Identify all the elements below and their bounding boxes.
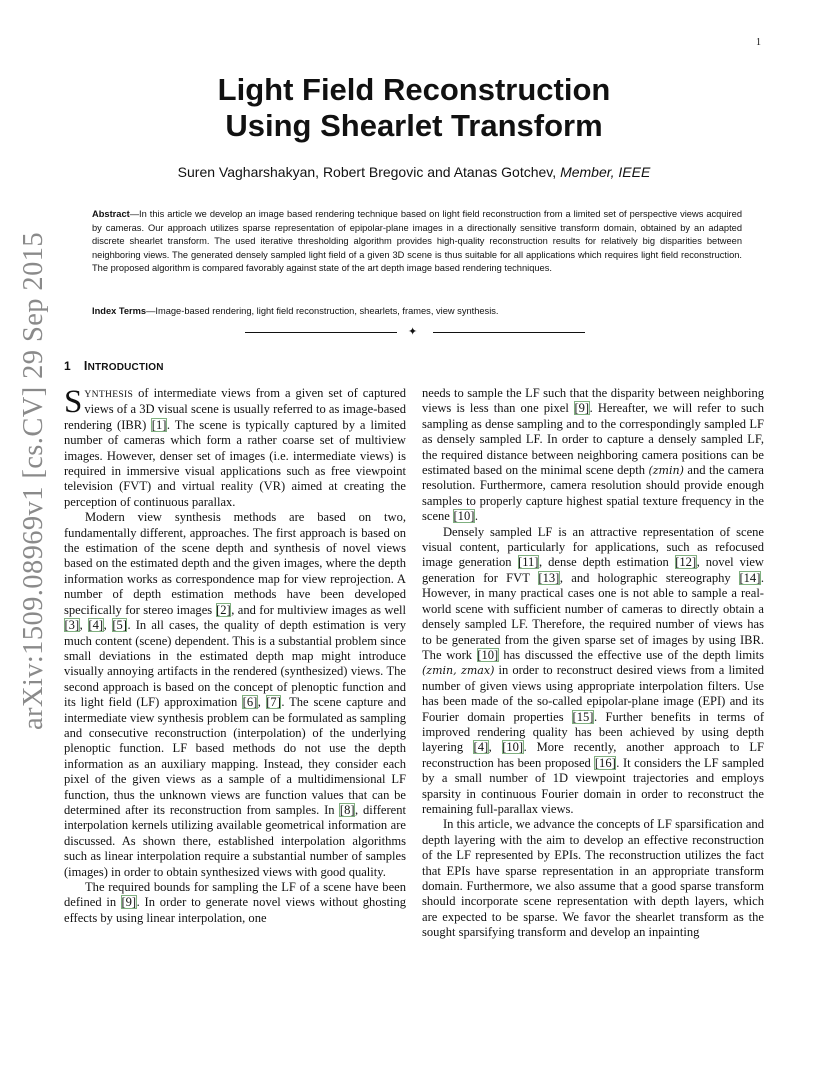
text-run: . The scene capture and intermediate view synthesis problem can be formulated as sampling and consecutive reconstruction (interpolation) of the underlying plenoptic function. LF based methods do not use the depth information as an auxiliary mapping. Instead, they consider each pixel of the given views as a sample of a multidimensional LF function, thus the unknown views are function values that can be determined after its reconstruction from samples. In bbox=[64, 695, 406, 817]
author-names: Suren Vagharshakyan, Robert Bregovic and Atanas Gotchev, bbox=[177, 164, 557, 180]
citation-link[interactable]: [9] bbox=[121, 895, 137, 910]
text-run: . Further benefits in terms of improved rendering quality has been achieved by using depth layering bbox=[422, 709, 764, 755]
lead-word: YNTHESIS bbox=[84, 389, 134, 400]
citation-link[interactable]: [2] bbox=[216, 602, 231, 617]
text-run: , bbox=[103, 618, 112, 633]
citation-link[interactable]: [13] bbox=[538, 570, 560, 585]
citation-link[interactable]: [14] bbox=[739, 570, 761, 585]
section-divider bbox=[245, 326, 585, 338]
title-line-1: Light Field Reconstruction bbox=[217, 72, 611, 107]
index-terms-text: —Image-based rendering, light field reconstruction, shearlets, frames, view synthesis. bbox=[146, 306, 499, 316]
text-run: , and for multiview images as well bbox=[231, 602, 406, 617]
paragraph bbox=[422, 386, 764, 525]
text-run: needs to sample the LF such that the disparity between neighboring views is less than one pixel bbox=[422, 386, 764, 416]
citation-link[interactable]: [10] bbox=[453, 509, 475, 524]
index-terms bbox=[92, 305, 742, 318]
citation-link[interactable]: [8] bbox=[339, 802, 355, 817]
text-run: . bbox=[474, 509, 479, 524]
citation-link[interactable]: [3] bbox=[64, 618, 80, 633]
citation-link[interactable]: [16] bbox=[594, 755, 616, 770]
text-run: , bbox=[488, 740, 502, 755]
text-run: in order to reconstruct desired views from a limited number of given views using appropriate interpolation filters. Use has been made of the so-called epipolar-plane image (EPI) and its Fourier domain properties bbox=[422, 663, 764, 724]
text-run: and the camera resolution. Furthermore, camera resolution should provide enough samples to properly capture highest spatial texture frequency in the scene bbox=[422, 463, 764, 524]
paragraph bbox=[422, 525, 764, 818]
section-title-rest: NTRODUCTION bbox=[87, 362, 164, 373]
left-column bbox=[64, 386, 406, 926]
text-run: of intermediate views from a given set of captured views of a 3D visual scene is usually referred to as image-based rendering (IBR) bbox=[64, 386, 406, 432]
section-title-initial: I bbox=[83, 359, 88, 373]
citation-link[interactable]: [15] bbox=[572, 709, 594, 724]
abstract bbox=[92, 208, 742, 276]
arxiv-stamp bbox=[4, 231, 64, 731]
abstract-label: Abstract bbox=[92, 209, 130, 219]
title-line-2: Using Shearlet Transform bbox=[225, 108, 603, 143]
citation-link[interactable]: [6] bbox=[242, 695, 258, 710]
paragraph bbox=[64, 510, 406, 880]
text-run: , and holographic stereography bbox=[559, 570, 739, 585]
text-run: . More recently, another approach to LF reconstruction has been proposed bbox=[422, 740, 764, 770]
citation-link[interactable]: [10] bbox=[502, 740, 524, 755]
text-run: . However, in many practical cases one is not able to sample a real-world scene with sufficient number of cameras to directly obtain a densely sampled LF. Therefore, the required number of views has to be generated from the given sparse set of images by using IBR. The work bbox=[422, 570, 765, 662]
text-run: , bbox=[257, 695, 266, 710]
paragraph bbox=[422, 817, 764, 940]
citation-link[interactable]: [12] bbox=[675, 555, 697, 570]
right-column bbox=[422, 386, 764, 941]
section-heading-introduction bbox=[64, 359, 164, 373]
paragraph bbox=[64, 880, 406, 926]
math-expression: (zmin, zmax) bbox=[422, 664, 495, 678]
text-run: The required bounds for sampling the LF of a scene have been defined in bbox=[64, 880, 406, 910]
text-run: Modern view synthesis methods are based on two, fundamentally different, approaches. The first approach is based on the estimation of the scene depth and synthesis of novel views based on the estimated depth and the given images, where the depth information works as correspondence map for view reprojection. A number of depth estimation methods have been developed specifically for stereo images bbox=[64, 510, 406, 617]
text-run: . In all cases, the quality of depth estimation is very much content (scene) dependent. This is a substantial problem since small deviations in the estimated depth map might introduce visually annoying artifacts in the rendered (synthesized) views. The second approach is based on the concept of plenoptic function and its light field (LF) approximation bbox=[64, 618, 406, 710]
citation-link[interactable]: [1] bbox=[151, 417, 167, 432]
author-list bbox=[0, 164, 828, 180]
text-run: . Hereafter, we will refer to such sampling as dense sampling and to the correspondingly sampled LF as densely sampled LF. In order to capture a densely sampled LF, the required distance between neighboring camera positions can be estimated based on the minimal scene depth bbox=[422, 401, 765, 478]
citation-link[interactable]: [4] bbox=[473, 740, 489, 755]
divider-line-left bbox=[245, 332, 397, 333]
citation-link[interactable]: [7] bbox=[266, 695, 281, 710]
arxiv-stamp-text: arXiv:1509.08969v1 [cs.CV] 29 Sep 2015 bbox=[18, 231, 50, 731]
text-run: has discussed the effective use of the depth limits bbox=[498, 647, 764, 662]
page-number: 1 bbox=[756, 37, 761, 48]
divider-diamond-icon: ✦ bbox=[408, 326, 418, 338]
divider-line-right bbox=[433, 332, 585, 333]
text-run: , dense depth estimation bbox=[539, 555, 675, 570]
text-run: . In order to generate novel views without ghosting effects by using linear interpolation, one bbox=[64, 895, 407, 925]
citation-link[interactable]: [5] bbox=[112, 618, 127, 633]
citation-link[interactable]: [4] bbox=[88, 618, 104, 633]
citation-link[interactable]: [11] bbox=[518, 555, 539, 570]
author-membership: Member, IEEE bbox=[560, 164, 651, 180]
text-run: , novel view generation for FVT bbox=[422, 555, 764, 585]
citation-link[interactable]: [10] bbox=[477, 647, 499, 662]
citation-link[interactable]: [9] bbox=[574, 401, 590, 416]
text-run: , different interpolation kernels utilizing available geometrical information are discussed. As shown there, established interpolation algorithms such as linear interpolation require a substantial number of samples (images) in order to obtain synthesized views with good quality. bbox=[64, 802, 406, 879]
abstract-text: —In this article we develop an image based rendering technique based on light field reconstruction from a limited set of perspective views acquired by cameras. Our approach utilizes sparse representation of epipolar-plane images in a directionally sensitive transform domain, obtained by an adapted discrete shearlet transform. The used iterative thresholding algorithm provides high-quality reconstruction results for relatively big disparities between neighboring views. The generated densely sampled light field of a given 3D scene is thus suitable for all applications which requires light field reconstruction. The proposed algorithm is compared favorably against state of the art depth image based rendering techniques. bbox=[92, 209, 742, 274]
paper-title bbox=[0, 72, 828, 144]
index-terms-label: Index Terms bbox=[92, 306, 147, 316]
math-expression: (zmin) bbox=[648, 464, 684, 478]
paragraph bbox=[64, 386, 406, 510]
text-run: . It considers the LF sampled by a small number of 1D viewpoint trajectories and employs sparsity in continuous Fourier domain in order to reconstruct the remaining full-parallax views. bbox=[422, 755, 764, 816]
section-number: 1 bbox=[64, 359, 71, 373]
text-run: . The scene is typically captured by a limited number of cameras which form a rather coarse set of multiview images. However, denser set of images (i.e. intermediate views) is required in immersive visual applications such as free viewpoint television (FVT) and virtual reality (VR) aimed at creating the perception of continuous parallax. bbox=[64, 417, 407, 509]
drop-cap: S bbox=[64, 384, 83, 420]
text-run: , bbox=[79, 618, 88, 633]
text-run: Densely sampled LF is an attractive representation of scene visual content, particularly for applications, such as refocused image generation bbox=[422, 524, 764, 570]
text-run: In this article, we advance the concepts of LF sparsification and depth layering with the aim to develop an effective reconstruction of the LF represented by EPIs. The reconstruction utilizes the fact that EPIs have sparse representation in an appropriate transform domain. Furthermore, we also assume that a good sparse transform should incorporate scene representation with depth layers, which are expected to be sparse. We favor the shearlet transform as the sought sparsifying transform and develop an inpainting bbox=[422, 817, 764, 940]
